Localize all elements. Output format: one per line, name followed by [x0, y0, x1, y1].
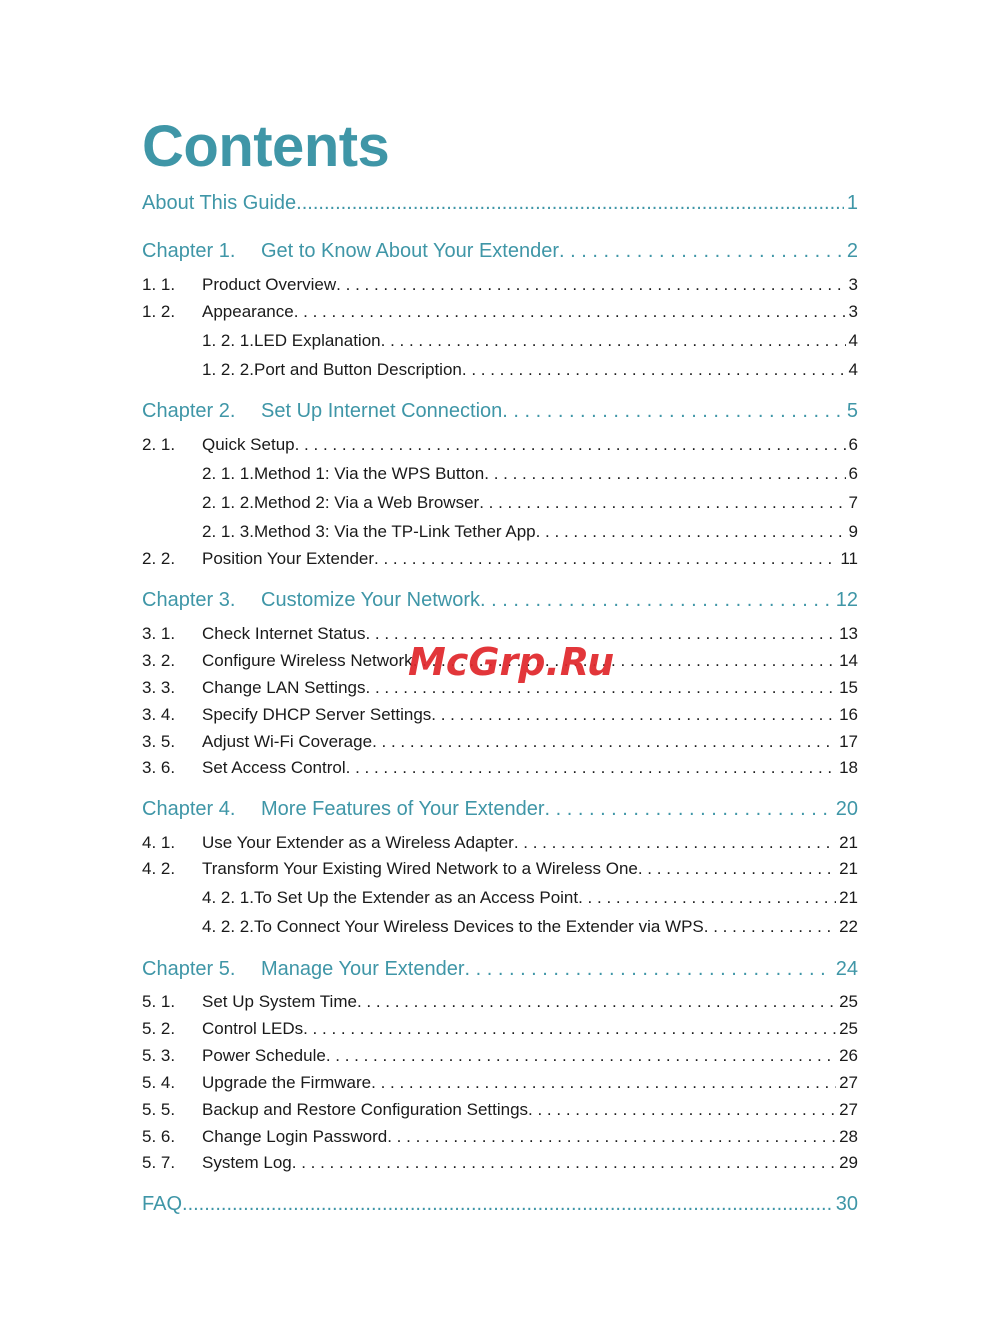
section-page: 25: [839, 1019, 858, 1038]
dot-leader: [479, 493, 845, 513]
toc-subsection-2-1-2[interactable]: [202, 493, 858, 513]
section-number: 2. 1.: [142, 435, 176, 454]
section-page: 27: [839, 1100, 858, 1119]
dot-leader: [387, 1127, 836, 1147]
section-page: 15: [839, 678, 858, 697]
section-page: 21: [839, 859, 858, 878]
dot-leader: [514, 833, 836, 853]
toc-chapter-2[interactable]: [142, 400, 858, 423]
section-number: 3. 3.: [142, 678, 176, 697]
chapter-title: More Features of Your Extender: [261, 798, 545, 820]
toc-chapter-3[interactable]: [142, 589, 858, 612]
section-page: 28: [839, 1127, 858, 1146]
chapter-number: Chapter 2.: [142, 400, 236, 422]
dot-leader: [545, 798, 833, 821]
toc-subsection-4-2-1[interactable]: [202, 888, 858, 908]
section-number: 1. 2.: [142, 302, 176, 321]
toc-section-5-7[interactable]: [142, 1153, 858, 1173]
subsection-page: 22: [839, 917, 858, 936]
section-title: Specify DHCP Server Settings: [202, 705, 432, 724]
toc-section-5-4[interactable]: [142, 1073, 858, 1093]
chapter-number: Chapter 3.: [142, 589, 236, 611]
subsection-title: 2. 1. 2.Method 2: Via a Web Browser: [202, 493, 480, 512]
subsection-page: 9: [848, 522, 858, 541]
dot-leader: [381, 331, 846, 351]
subsection-title: 2. 1. 1.Method 1: Via the WPS Button: [202, 464, 485, 483]
dot-leader: [431, 705, 836, 725]
dot-leader: [182, 1193, 833, 1216]
section-number: 1. 1.: [142, 275, 176, 294]
section-page: 25: [839, 992, 858, 1011]
section-title: Control LEDs: [202, 1019, 304, 1038]
toc-chapter-5[interactable]: [142, 958, 858, 981]
dot-leader: [502, 400, 844, 423]
toc-section-5-5[interactable]: [142, 1100, 858, 1120]
section-number: 5. 6.: [142, 1127, 176, 1146]
dot-leader: [704, 917, 836, 937]
dot-leader: [372, 732, 836, 752]
dot-leader: [371, 1073, 836, 1093]
section-title: Quick Setup: [202, 435, 295, 454]
section-number: 4. 2.: [142, 859, 176, 878]
dot-leader: [528, 1100, 836, 1120]
subsection-page: 21: [839, 888, 858, 907]
section-title: System Log: [202, 1153, 292, 1172]
toc-section-2-2[interactable]: [142, 549, 858, 569]
toc-section-4-2[interactable]: [142, 859, 858, 879]
chapter-page: 12: [835, 589, 858, 611]
entry-page: 1: [846, 192, 858, 214]
toc-subsection-1-2-1[interactable]: [202, 331, 858, 351]
toc-section-5-1[interactable]: [142, 992, 858, 1012]
subsection-title: 4. 2. 2.To Connect Your Wireless Devices to the Extender via WPS: [202, 917, 704, 936]
chapter-page: 5: [846, 400, 858, 422]
dot-leader: [465, 958, 833, 981]
chapter-title: Manage Your Extender: [261, 958, 465, 980]
toc-section-2-1[interactable]: [142, 435, 858, 455]
section-number: 3. 1.: [142, 624, 176, 643]
section-number: 5. 7.: [142, 1153, 176, 1172]
toc-section-3-5[interactable]: [142, 732, 858, 752]
toc-section-1-1[interactable]: [142, 275, 858, 295]
section-title: Upgrade the Firmware: [202, 1073, 372, 1092]
toc-section-5-2[interactable]: [142, 1019, 858, 1039]
chapter-number: Chapter 5.: [142, 958, 236, 980]
section-page: 13: [839, 624, 858, 643]
section-title: Position Your Extender: [202, 549, 375, 568]
section-number: 5. 4.: [142, 1073, 176, 1092]
toc-entry-faq[interactable]: [142, 1193, 858, 1216]
section-title: Set Access Control: [202, 758, 346, 777]
toc-section-5-3[interactable]: [142, 1046, 858, 1066]
section-title: Change Login Password: [202, 1127, 388, 1146]
entry-label: About This Guide: [142, 192, 297, 214]
subsection-title: 2. 1. 3.Method 3: Via the TP-Link Tether App: [202, 522, 536, 541]
chapter-title: Set Up Internet Connection: [261, 400, 503, 422]
dot-leader: [536, 522, 846, 542]
page-title: Contents: [142, 114, 390, 179]
dot-leader: [346, 758, 836, 778]
entry-label: FAQ: [142, 1193, 183, 1215]
dot-leader: [326, 1046, 836, 1066]
toc-section-1-2[interactable]: [142, 302, 858, 322]
toc-section-4-1[interactable]: [142, 833, 858, 853]
entry-page: 30: [835, 1193, 858, 1215]
dot-leader: [357, 992, 836, 1012]
section-number: 2. 2.: [142, 549, 176, 568]
section-page: 17: [839, 732, 858, 751]
section-number: 5. 1.: [142, 992, 176, 1011]
section-number: 3. 2.: [142, 651, 176, 670]
section-title: Appearance: [202, 302, 294, 321]
dot-leader: [480, 589, 833, 612]
dot-leader: [295, 435, 846, 455]
subsection-page: 7: [848, 493, 858, 512]
toc-chapter-4[interactable]: [142, 798, 858, 821]
subsection-title: 1. 2. 1.LED Explanation: [202, 331, 381, 350]
section-page: 16: [839, 705, 858, 724]
section-title: Power Schedule: [202, 1046, 326, 1065]
section-title: Adjust Wi-Fi Coverage: [202, 732, 373, 751]
chapter-number: Chapter 4.: [142, 798, 236, 820]
dot-leader: [303, 1019, 836, 1039]
chapter-page: 20: [835, 798, 858, 820]
section-title: Set Up System Time: [202, 992, 357, 1011]
section-number: 5. 5.: [142, 1100, 176, 1119]
section-page: 18: [839, 758, 858, 777]
dot-leader: [638, 859, 836, 879]
chapter-title: Customize Your Network: [261, 589, 480, 611]
chapter-number: Chapter 1.: [142, 240, 236, 262]
section-title: Transform Your Existing Wired Network to a Wireless One: [202, 859, 638, 878]
section-page: 11: [840, 549, 858, 568]
section-title: Change LAN Settings: [202, 678, 366, 697]
chapter-page: 2: [846, 240, 858, 262]
section-title: Use Your Extender as a Wireless Adapter: [202, 833, 514, 852]
toc-section-3-6[interactable]: [142, 758, 858, 778]
subsection-page: 6: [848, 464, 858, 483]
toc-chapter-1[interactable]: [142, 240, 858, 263]
section-number: 5. 2.: [142, 1019, 176, 1038]
dot-leader: [578, 888, 836, 908]
section-title: Product Overview: [202, 275, 337, 294]
section-title: Check Internet Status: [202, 624, 366, 643]
section-title: Backup and Restore Configuration Settings: [202, 1100, 529, 1119]
toc-subsection-2-1-3[interactable]: [202, 522, 858, 542]
subsection-page: 4: [848, 360, 858, 379]
toc-subsection-4-2-2[interactable]: [202, 917, 858, 937]
chapter-title: Get to Know About Your Extender: [261, 240, 559, 262]
toc-subsection-2-1-1[interactable]: [202, 464, 858, 484]
watermark: McGrp.Ru: [408, 640, 615, 684]
section-page: 29: [839, 1153, 858, 1172]
toc-entry-about[interactable]: [142, 192, 858, 215]
section-number: 3. 6.: [142, 758, 176, 777]
dot-leader: [294, 302, 846, 322]
dot-leader: [336, 275, 845, 295]
dot-leader: [296, 192, 844, 215]
subsection-title: 1. 2. 2.Port and Button Description: [202, 360, 462, 379]
dot-leader: [559, 240, 844, 263]
dot-leader: [374, 549, 837, 569]
section-page: 3: [848, 302, 858, 321]
section-number: 3. 5.: [142, 732, 176, 751]
subsection-page: 4: [848, 331, 858, 350]
section-page: 26: [839, 1046, 858, 1065]
toc-subsection-1-2-2[interactable]: [202, 360, 858, 380]
section-page: 6: [848, 435, 858, 454]
dot-leader: [292, 1153, 836, 1173]
section-page: 21: [839, 833, 858, 852]
section-page: 27: [839, 1073, 858, 1092]
toc-section-5-6[interactable]: [142, 1127, 858, 1147]
dot-leader: [484, 464, 845, 484]
section-number: 5. 3.: [142, 1046, 176, 1065]
toc-section-3-4[interactable]: [142, 705, 858, 725]
section-page: 3: [848, 275, 858, 294]
section-title: Configure Wireless Network: [202, 651, 413, 670]
subsection-title: 4. 2. 1.To Set Up the Extender as an Access Point: [202, 888, 579, 907]
section-number: 4. 1.: [142, 833, 176, 852]
section-page: 14: [839, 651, 858, 670]
chapter-page: 24: [835, 958, 858, 980]
section-number: 3. 4.: [142, 705, 176, 724]
dot-leader: [462, 360, 846, 380]
